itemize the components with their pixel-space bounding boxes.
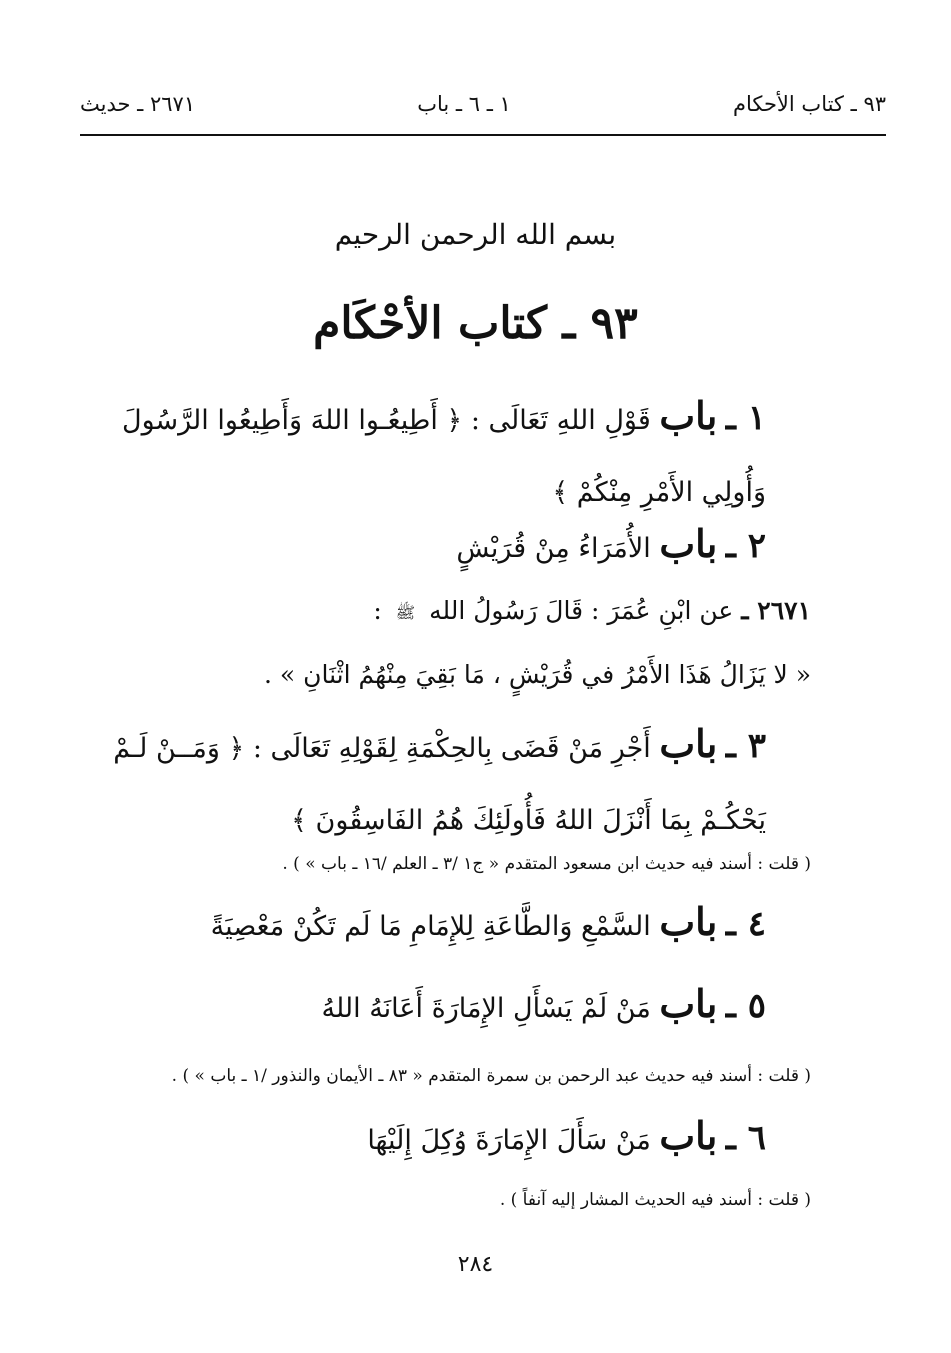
chapter-number: ١ ـ [725, 398, 766, 438]
chapter-number: ٤ ـ [725, 904, 766, 944]
header-chapter-range: ١ ـ ٦ ـ باب [417, 92, 511, 116]
chapter-6 [75, 1100, 766, 1177]
chapter-number: ٥ ـ [725, 986, 766, 1026]
book-title: ٩٣ ـ كتاب الأحْكَام [313, 298, 638, 349]
chapter-4 [75, 886, 766, 963]
chapter-number: ٢ ـ [725, 526, 766, 566]
chapter-3 [75, 708, 766, 857]
chapter-text: مَنْ لَمْ يَسْأَلِ الإِمَارَةَ أَعَانَهُ اللهُ [321, 993, 651, 1024]
chapter-number: ٣ ـ [725, 726, 766, 766]
chapter-text: مَنْ سَأَلَ الإِمَارَةَ وُكِلَ إِلَيْهَا [367, 1125, 651, 1156]
hadith-2671 [75, 580, 811, 706]
chapter-text: السَّمْعِ وَالطَّاعَةِ لِلإِمَامِ مَا لَم تَكُنْ مَعْصِيَةً [210, 911, 651, 942]
chapter-text: الأُمَرَاءُ مِنْ قُرَيْشٍ [456, 533, 651, 564]
page-number: ٢٨٤ [457, 1252, 494, 1277]
hadith-intro-end: : [373, 596, 382, 625]
chapter-2 [75, 508, 766, 585]
hadith-number: ٢٦٧١ ـ [741, 596, 811, 625]
chapter-1 [75, 380, 766, 529]
note-after-chapter-5: ( قلت : أسند فيه حديث عبد الرحمن بن سمرة المتقدم « ٨٣ ـ الأيمان والنذور /١ ـ باب » ) . [171, 1066, 811, 1086]
chapter-bab-label: باب [659, 393, 718, 438]
hadith-intro-line [75, 580, 811, 644]
chapter-bab-label: باب [659, 1113, 718, 1158]
chapter-text: قَوْلِ اللهِ تَعَالَى : ﴿ أَطِيعُـوا اللهَ وَأَطِيعُوا الرَّسُولَ وَأُولِي الأَمْرِ مِنْكُمْ ﴾ [121, 405, 766, 508]
hadith-intro: عن ابْنِ عُمَرَ : قَالَ رَسُولُ الله [429, 596, 734, 625]
header-divider [80, 134, 886, 136]
chapter-text: أَجْرِ مَنْ قَضَى بِالحِكْمَةِ لِقَوْلِهِ تَعَالَى : ﴿ وَمَــنْ لَـمْ يَحْكُـمْ بِمَا أَنْزَلَ اللهُ فَأُولَئِكَ هُمُ الفَاسِقُونَ ﴾ [113, 733, 766, 836]
chapter-5 [75, 968, 766, 1045]
basmala: بسم الله الرحمن الرحيم [334, 218, 617, 251]
chapter-bab-label: باب [659, 981, 718, 1026]
chapter-bab-label: باب [659, 521, 718, 566]
note-after-chapter-6: ( قلت : أسند فيه الحديث المشار إليه آنفاً ) . [499, 1190, 811, 1210]
header-book-title: ٩٣ ـ كتاب الأحكام [732, 92, 886, 116]
chapter-number: ٦ ـ [725, 1118, 766, 1158]
header-hadith-number: ٢٦٧١ ـ حديث [80, 92, 196, 116]
hadith-text: « لا يَزَالُ هَذَا الأَمْرُ في قُرَيْشٍ ، مَا بَقِيَ مِنْهُمُ اثْنَانِ » . [263, 659, 811, 689]
pbuh-glyph: ﷺ [395, 602, 416, 622]
chapter-bab-label: باب [659, 899, 718, 944]
chapter-bab-label: باب [659, 721, 718, 766]
note-after-chapter-3: ( قلت : أسند فيه حديث ابن مسعود المتقدم « ج١ /٣ ـ العلم /١٦ ـ باب » ) . [282, 854, 811, 874]
running-header [80, 84, 886, 124]
